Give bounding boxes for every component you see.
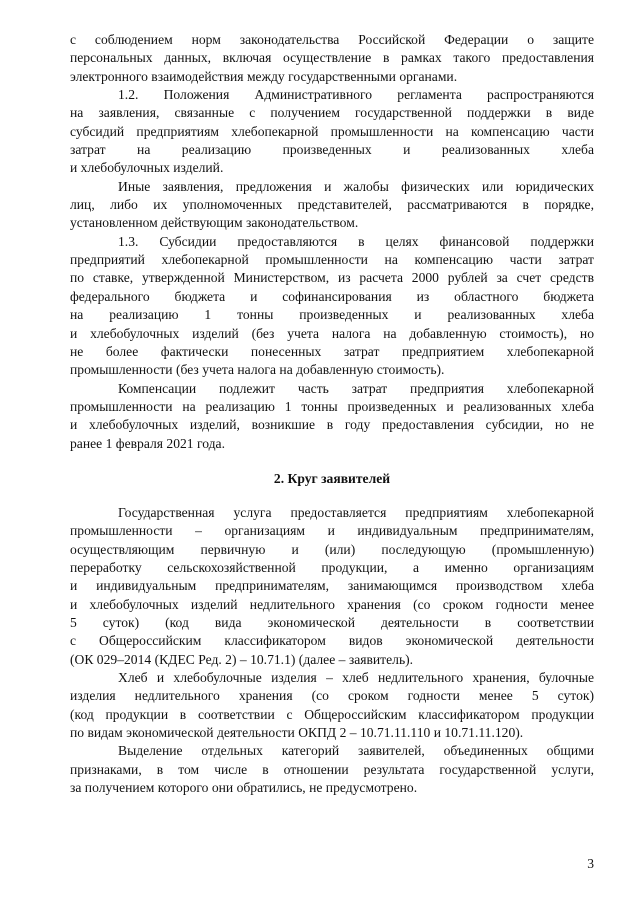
text-line: и хлебобулочных изделий. bbox=[70, 160, 224, 176]
text-line: Хлеб и хлебобулочные изделия – хлеб недлительного хранения, булочные bbox=[118, 670, 594, 685]
text-line: по видам экономической деятельности ОКПД 2 – 10.71.11.110 и 10.71.11.120). bbox=[70, 725, 524, 741]
text-line: 1.2. Положения Административного регламента распространяются bbox=[118, 87, 594, 103]
text-line: с Общероссийским классификатором видов экономической деятельности bbox=[70, 633, 594, 649]
text-line: (код продукции в соответствии с Общероссийским классификатором продукции bbox=[70, 706, 594, 722]
text-line: федерального бюджета и софинансирования из областного бюджета bbox=[70, 288, 594, 304]
text-line: изделия недлительного хранения (со сроком годности менее 5 суток) bbox=[70, 688, 594, 704]
text-line: (ОК 029–2014 (КДЕС Ред. 2) – 10.71.1) (далее – заявитель). bbox=[70, 651, 414, 667]
text-line: Компенсации подлежит часть затрат предприятия хлебопекарной bbox=[118, 380, 594, 396]
text-line: промышленности – организациям и индивидуальным предпринимателям, bbox=[70, 523, 594, 539]
text-line: затрат на реализацию произведенных и реализованных хлеба bbox=[70, 142, 594, 158]
text-line: предприятий хлебопекарной промышленности на компенсацию части затрат bbox=[70, 252, 594, 268]
text-line: и хлебобулочных изделий, возникшие в году предоставления субсидии, но не bbox=[70, 417, 594, 433]
text-line: субсидий предприятиям хлебопекарной промышленности на компенсацию части bbox=[70, 123, 594, 139]
text-line: признаками, в том числе в отношении результата государственной услуги, bbox=[70, 761, 594, 777]
text-line: и хлебобулочных изделий недлительного хранения (со сроком годности менее bbox=[70, 596, 594, 612]
text-line: Выделение отдельных категорий заявителей, объединенных общими bbox=[118, 743, 594, 759]
text-line: промышленности на реализацию 1 тонны произведенных и реализованных хлеба bbox=[70, 398, 594, 414]
text-line: 5 суток) (код вида экономической деятельности в соответствии bbox=[70, 614, 594, 630]
text-line: 1.3. Субсидии предоставляются в целях финансовой поддержки bbox=[118, 233, 594, 249]
text-line: персональных данных, включая осуществление в рамках такого предоставления bbox=[70, 50, 594, 66]
text-line: и хлебобулочных изделий (без учета налога на добавленную стоимость), но bbox=[70, 325, 594, 341]
text-line: осуществляющим первичную и (или) последующую (промышленную) bbox=[70, 541, 594, 557]
text-line: ранее 1 февраля 2021 года. bbox=[70, 435, 225, 451]
page-number: 3 bbox=[587, 856, 594, 871]
text-line: не более фактически понесенных затрат предприятием хлебопекарной bbox=[70, 343, 594, 359]
text-line: электронного взаимодействия между государственными органами. bbox=[70, 68, 458, 84]
text-line: с соблюдением норм законодательства Российской Федерации о защите bbox=[70, 32, 594, 47]
text-line: Иные заявления, предложения и жалобы физических или юридических bbox=[118, 178, 594, 194]
text-line: по ставке, утвержденной Министерством, из расчета 2000 рублей за счет средств bbox=[70, 270, 594, 286]
text-line: лиц, либо их уполномоченных представителей, рассматриваются в порядке, bbox=[70, 197, 594, 213]
text-line: и индивидуальным предпринимателям, занимающимся производством хлеба bbox=[70, 578, 594, 594]
text-line: установленном действующим законодательством. bbox=[70, 215, 359, 231]
text-line: переработку сельскохозяйственной продукции, а именно организациям bbox=[70, 559, 594, 575]
text-line: промышленности (без учета налога на добавленную стоимость). bbox=[70, 362, 445, 378]
text-line: на реализацию 1 тонны произведенных и реализованных хлеба bbox=[70, 307, 594, 323]
text-line: Государственная услуга предоставляется предприятиям хлебопекарной bbox=[118, 504, 594, 520]
text-line: на заявления, связанные с получением государственной поддержки в виде bbox=[70, 105, 594, 121]
text-line: за получением которого они обратились, не предусмотрено. bbox=[70, 780, 418, 796]
page-body bbox=[70, 31, 594, 797]
section-heading: 2. Круг заявителей bbox=[273, 470, 391, 486]
